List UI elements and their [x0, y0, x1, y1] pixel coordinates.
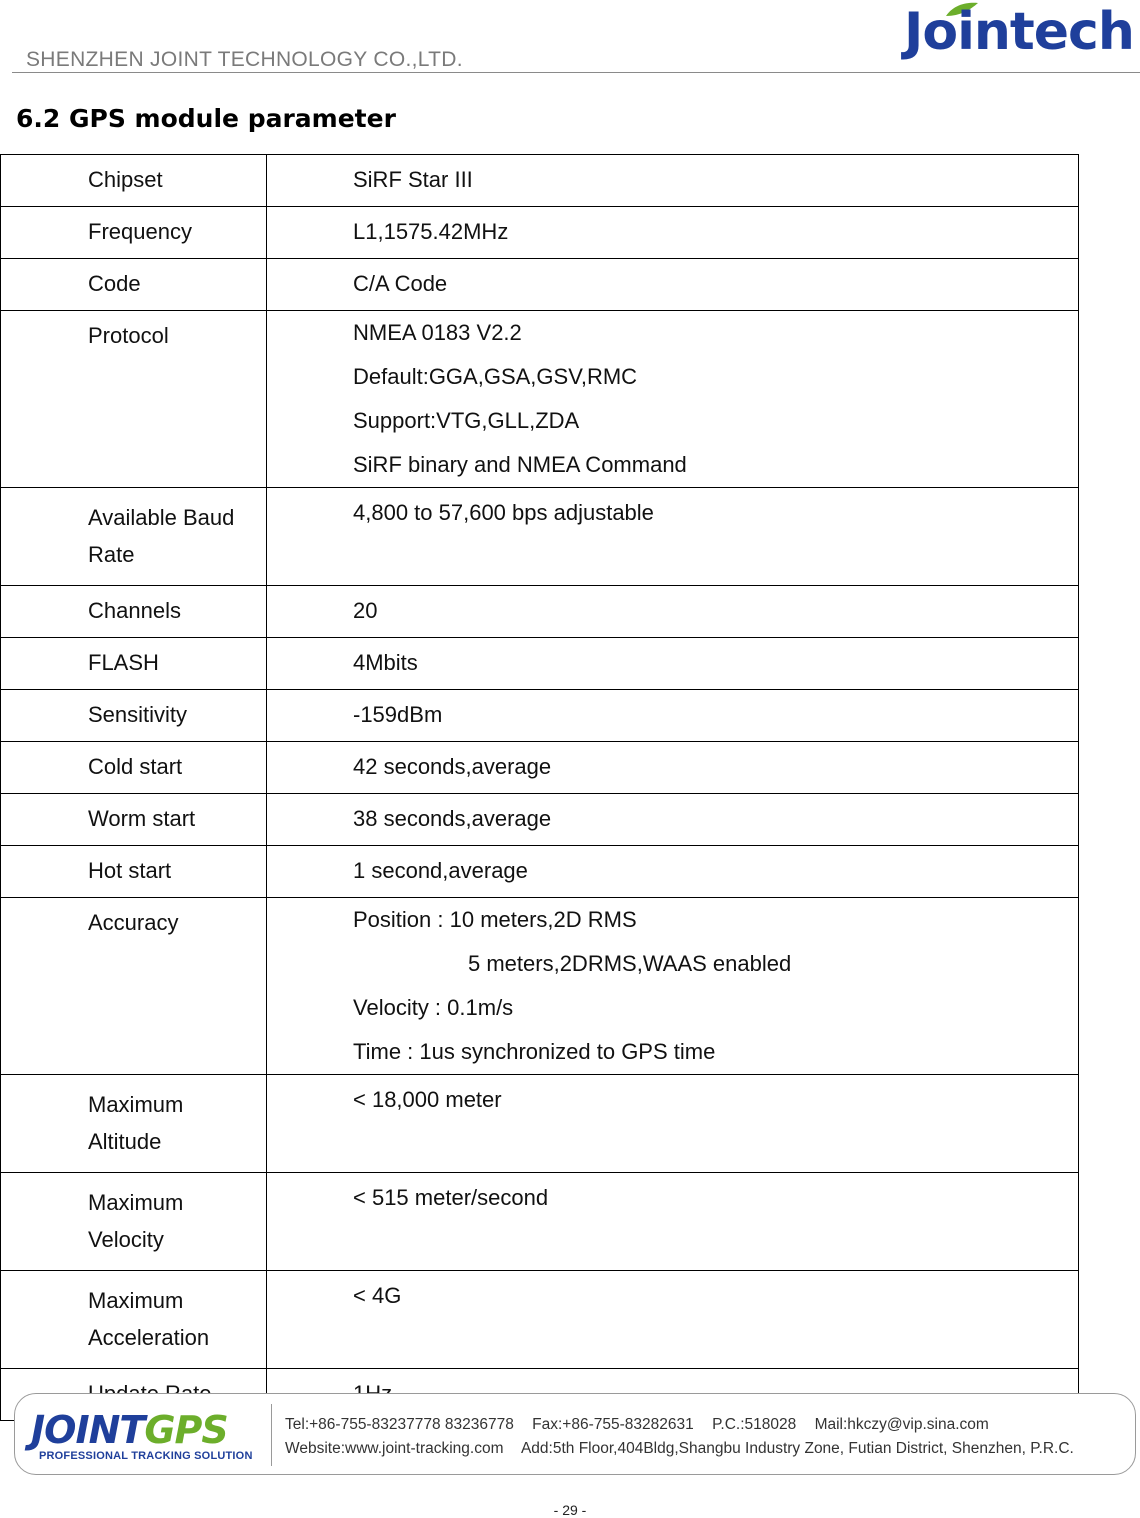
- parameter-value-cell: [267, 794, 1079, 846]
- parameter-value: SiRF Star III: [353, 167, 473, 192]
- table-row: [1, 155, 1079, 207]
- table-row: [1, 690, 1079, 742]
- parameter-value: 4Mbits: [353, 650, 418, 675]
- gps-parameter-table: [0, 154, 1079, 1421]
- parameter-value-cell: [267, 1173, 1079, 1271]
- parameter-name: Hot start: [88, 858, 172, 883]
- parameter-value: 4,800 to 57,600 bps adjustable: [353, 500, 654, 525]
- table-row: [1, 898, 1079, 1075]
- parameter-name: Accuracy: [88, 910, 179, 935]
- parameter-value: 20: [353, 598, 378, 623]
- parameter-value-cell: [267, 311, 1079, 488]
- parameter-value: 42 seconds,average: [353, 754, 552, 779]
- parameter-value: Default:GGA,GSA,GSV,RMC: [353, 364, 638, 389]
- logo-part-joint: JOINT: [31, 1408, 145, 1452]
- section-title: 6.2 GPS module parameter: [16, 104, 396, 133]
- parameter-name: Maximum: [88, 1092, 184, 1117]
- footer-postcode: P.C.:518028: [712, 1416, 797, 1433]
- parameter-name-cell: [1, 259, 267, 311]
- parameter-name: Maximum: [88, 1288, 184, 1313]
- footer-address: Add:5th Floor,404Bldg,Shangbu Industry Zone, Futian District, Shenzhen, P.R.C.: [520, 1440, 1074, 1457]
- parameter-name: Maximum: [88, 1190, 184, 1215]
- parameter-name: Channels: [88, 598, 181, 623]
- parameter-value-cell: [267, 155, 1079, 207]
- table-row: [1, 259, 1079, 311]
- parameter-value: Time : 1us synchronized to GPS time: [353, 1039, 716, 1064]
- jointech-logo: [900, 0, 1135, 72]
- parameter-name: Rate: [88, 542, 135, 567]
- parameter-value: 5 meters,2DRMS,WAAS enabled: [468, 951, 792, 976]
- footer-fax: Fax:+86-755-83282631: [532, 1416, 694, 1433]
- parameter-value: < 4G: [353, 1283, 402, 1308]
- parameter-name-cell: [1, 898, 267, 1075]
- parameter-name: Protocol: [88, 323, 169, 348]
- parameter-value: SiRF binary and NMEA Command: [353, 452, 687, 477]
- parameter-value-cell: [267, 207, 1079, 259]
- table-row: [1, 1075, 1079, 1173]
- parameter-name: Chipset: [88, 167, 163, 192]
- parameter-value: 1 second,average: [353, 858, 528, 883]
- table-row: [1, 1173, 1079, 1271]
- parameter-value: L1,1575.42MHz: [353, 219, 509, 244]
- parameter-value: Support:VTG,GLL,ZDA: [353, 408, 580, 433]
- parameter-value: NMEA 0183 V2.2: [353, 320, 522, 345]
- logo-text: Jointech: [904, 2, 1134, 62]
- table-row: [1, 311, 1079, 488]
- parameter-value: 38 seconds,average: [353, 806, 552, 831]
- parameter-value-cell: [267, 1271, 1079, 1369]
- parameter-value-cell: [267, 259, 1079, 311]
- parameter-name-cell: [1, 1075, 267, 1173]
- footer-website: Website:www.joint-tracking.com: [285, 1440, 504, 1457]
- company-name: SHENZHEN JOINT TECHNOLOGY CO.,LTD.: [26, 48, 463, 71]
- parameter-name: Code: [88, 271, 141, 296]
- parameter-value-cell: [267, 1075, 1079, 1173]
- parameter-value-cell: [267, 846, 1079, 898]
- parameter-name: Cold start: [88, 754, 183, 779]
- table-row: [1, 638, 1079, 690]
- parameter-value-cell: [267, 586, 1079, 638]
- parameter-name: FLASH: [88, 650, 159, 675]
- footer-tel: Tel:+86-755-83237778 83236778: [285, 1416, 514, 1433]
- footer-divider: [271, 1404, 272, 1466]
- parameter-value-cell: [267, 488, 1079, 586]
- table-row: [1, 1271, 1079, 1369]
- parameter-value-cell: [267, 742, 1079, 794]
- jointgps-logo: [31, 1408, 271, 1464]
- footer-banner: [14, 1393, 1136, 1475]
- parameter-name: Available Baud: [88, 505, 235, 530]
- footer-mail: Mail:hkczy@vip.sina.com: [814, 1416, 989, 1433]
- parameter-name: Acceleration: [88, 1325, 210, 1350]
- logo-part-gps: GPS: [144, 1408, 228, 1452]
- parameter-name-cell: [1, 742, 267, 794]
- footer-contact-line: [285, 1416, 1003, 1434]
- parameter-name: Sensitivity: [88, 702, 188, 727]
- page-number: - 29 -: [553, 1502, 587, 1518]
- parameter-name-cell: [1, 1173, 267, 1271]
- parameter-value-cell: [267, 638, 1079, 690]
- header-divider: [12, 72, 1140, 73]
- table-body: [1, 155, 1079, 1421]
- parameter-value: Position : 10 meters,2D RMS: [353, 907, 637, 932]
- logo-tagline: PROFESSIONAL TRACKING SOLUTION: [39, 1450, 253, 1462]
- parameter-value: Velocity : 0.1m/s: [353, 995, 514, 1020]
- table-row: [1, 846, 1079, 898]
- parameter-value: < 515 meter/second: [353, 1185, 549, 1210]
- table-row: [1, 794, 1079, 846]
- parameter-name-cell: [1, 690, 267, 742]
- parameter-value-cell: [267, 690, 1079, 742]
- parameter-name-cell: [1, 207, 267, 259]
- parameter-name-cell: [1, 586, 267, 638]
- parameter-name-cell: [1, 155, 267, 207]
- footer-address-line: [285, 1440, 1088, 1458]
- table-row: [1, 586, 1079, 638]
- parameter-name: Velocity: [88, 1227, 164, 1252]
- parameter-value: < 18,000 meter: [353, 1087, 502, 1112]
- table-row: [1, 488, 1079, 586]
- parameter-value: C/A Code: [353, 271, 448, 296]
- parameter-name-cell: [1, 311, 267, 488]
- parameter-name: Frequency: [88, 219, 192, 244]
- table-row: [1, 742, 1079, 794]
- parameter-value-cell: [267, 898, 1079, 1075]
- parameter-name-cell: [1, 794, 267, 846]
- parameter-name-cell: [1, 488, 267, 586]
- parameter-value: -159dBm: [353, 702, 443, 727]
- parameter-name: Altitude: [88, 1129, 162, 1154]
- parameter-name-cell: [1, 638, 267, 690]
- parameter-name: Worm start: [88, 806, 196, 831]
- parameter-name-cell: [1, 1271, 267, 1369]
- table-row: [1, 207, 1079, 259]
- parameter-name-cell: [1, 846, 267, 898]
